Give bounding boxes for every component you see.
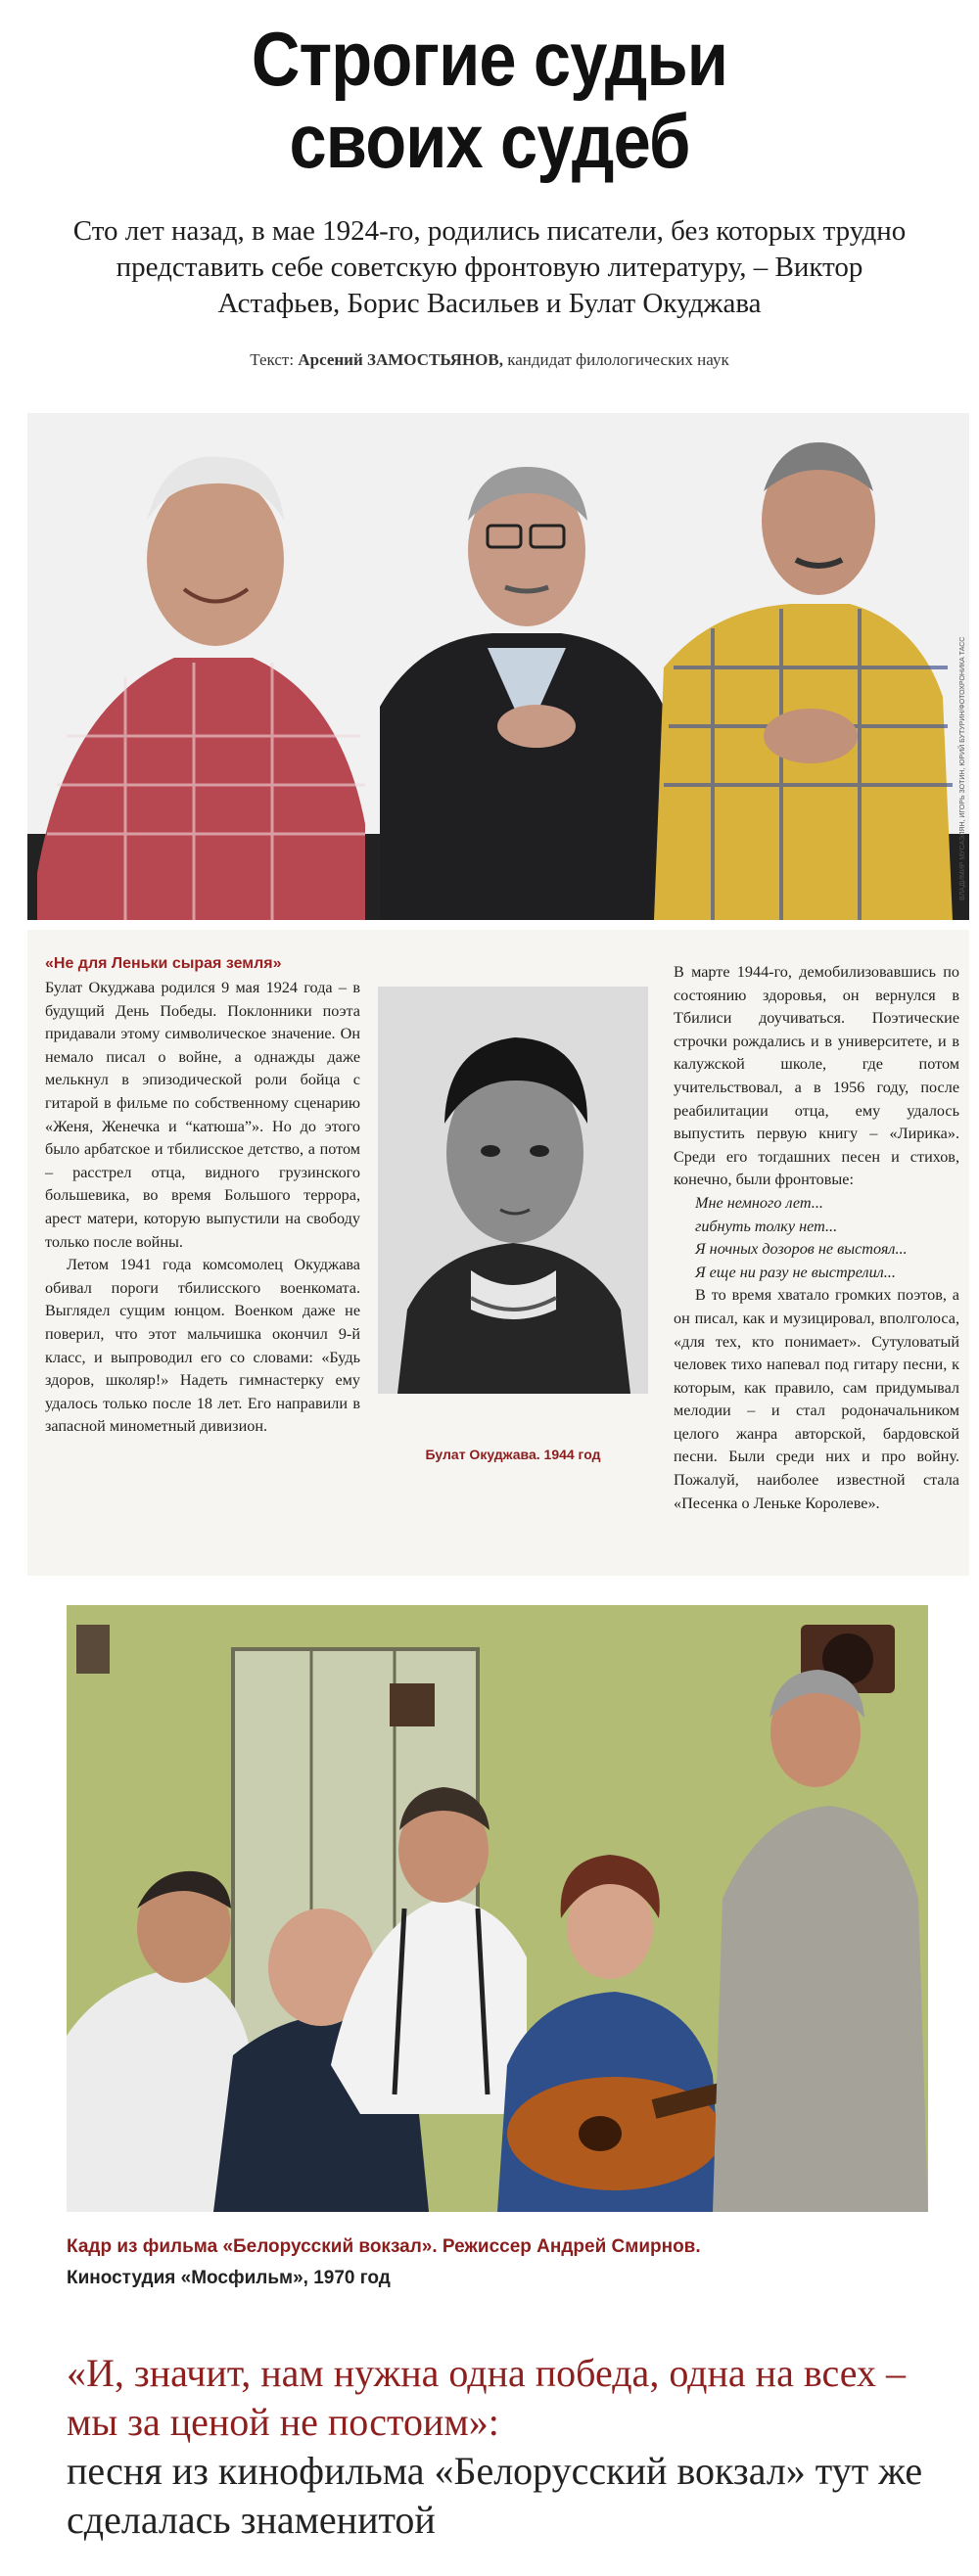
title-line-2: своих судеб (289, 98, 690, 184)
article-column-right (674, 961, 959, 1515)
poem-line: гибнуть толку нет... (695, 1217, 838, 1235)
hero-photo-three-writers (27, 413, 969, 920)
film-caption-line-1: Кадр из фильма «Белорусский вокзал». Режиссер Андрей Смирнов. (67, 2236, 701, 2257)
byline-prefix: Текст: (250, 350, 295, 369)
poem-line: Мне немного лет... (695, 1193, 823, 1212)
byline (0, 350, 979, 370)
paragraph: В марте 1944-го, демобилизовавшись по состоянию здоровья, он вернулся в Тбилиси доучиваться. Поэтические строчки рождались и в университете, и в калужской школе, где потом учительствовал, а в 1956 году, после реабилитации отца, ему удалось выпустить первую книгу – «Лирика». Среди его тогдашних песен и стихов, конечно, были фронтовые: (674, 963, 959, 1189)
poem-line: Я ночных дозоров не выстоял... (695, 1240, 908, 1259)
pull-quote-text: песня из кинофильма «Белорусский вокзал» тут же сделалась знаменитой (67, 2449, 923, 2542)
byline-author: Арсений ЗАМОСТЬЯНОВ, (298, 350, 503, 369)
byline-suffix: кандидат филологических наук (507, 350, 729, 369)
paragraph: Летом 1941 года комсомолец Окуджава обивал пороги тбилисского военкомата. Выглядел сущим юнцом. Военком даже не поверил, что этот мальчишка окончил 9-й класс, и выпроводил его со словами: «Будь здоров, школяр!» Надеть гимнастерку ему удалось только после 18 лет. Его направили в запасной минометный дивизион. (45, 1256, 360, 1436)
film-still-caption (67, 2231, 948, 2294)
article-title (59, 18, 920, 182)
poem-line: Я еще ни разу не выстрелил... (695, 1263, 896, 1281)
portrait-photo-okudzhava (378, 987, 648, 1394)
paragraph: В то время хватало громких поэтов, а он писал, как и музицировал, вполголоса, «для тех, кто понимает». Сутуловатый человек тихо напевал под гитару песни, к которым, как правило, сам придумывал мелодии – и стал родоначальником целого жанра авторской, бардовской песни. Были среди них и про войну. Пожалуй, наиболее известной стала «Песенка о Леньке Королеве». (674, 1286, 959, 1512)
portrait-caption: Булат Окуджава. 1944 год (425, 1447, 601, 1462)
paragraph: Булат Окуджава родился 9 мая 1924 года – в будущий День Победы. Поклонники поэта придавали этому символическое значение. Он немало писал о войне, а однажды даже мелькнул в эпизодической роли бойца с гитарой в фильме по собственному сценарию «Женя, Женечка и “катюша”». Но до этого было арбатское и тбилисское детство, а потом – расстрел отца, видного грузинского большевика, во время Большого террора, арест матери, которую выпустили на свободу только после войны. (45, 979, 360, 1251)
hero-illustration (27, 413, 969, 920)
film-caption-line-2: Киностудия «Мосфильм», 1970 год (67, 2268, 391, 2288)
lead-paragraph: Сто лет назад, в мае 1924-го, родились писатели, без которых трудно представить себе советскую фронтовую литературу, – Виктор Астафьев, Борис Васильев и Булат Окуджава (72, 215, 907, 319)
article-body (27, 930, 969, 1576)
film-still-photo (67, 1605, 928, 2212)
pull-quote (67, 2349, 948, 2545)
section-subheading: «Не для Леньки сырая земля» (45, 955, 282, 972)
article-column-left (45, 953, 360, 1439)
portrait-illustration (378, 987, 648, 1394)
pull-quote-lyric: «И, значит, нам нужна одна победа, одна на всех – мы за ценой не постоим»: (67, 2351, 906, 2444)
film-still-illustration (67, 1605, 928, 2212)
hero-photo-credit: ВЛАДИМИР МУСАЭЛЯН, ИГОРЬ ЗОТИН, ЮРИЙ БУТУРИН/ФОТОХРОНИКА ТАСС (959, 636, 966, 900)
title-line-1: Строгие судьи (251, 16, 728, 102)
